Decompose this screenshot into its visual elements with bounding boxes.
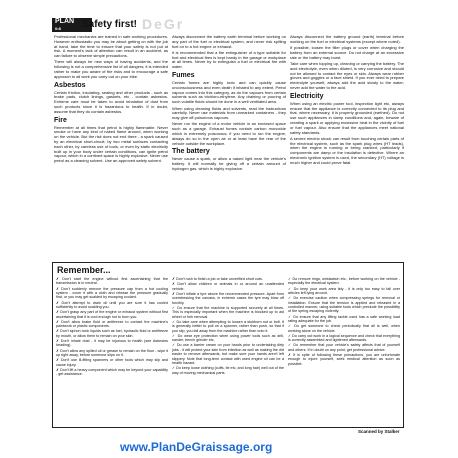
battery-paragraph: Never cause a spark, or allow a naked light near the vehicle's battery. It will normally be giving off a certain amount of hydrogen gas, which is highly explosive. [172,156,286,172]
remember-item: ✓ Do remember that your vehicle's safety affects that of yourself and others. If in doubt on any point, get professional advice. [288,343,400,352]
fire-paragraph-3: It is recommended that a fire extinguisher of a type suitable for fuel and electrical fires is kept handy in the garage or workplace at all times. Never try to extinguish a fuel or electrical fire with water. [172,49,286,70]
remember-title: Remember... [57,265,111,275]
remember-item: ✗ Don't rush to finish a job or take unverified short cuts. [172,277,263,281]
electricity-paragraph-2: A severe electric shock can result from touching certain parts of the electrical system, such as the spark plug wires (HT leads), when the engine is running or being cranked, particularly if components are damp or the insulation is defective. Where an electronic ignition system is used, the secondary (HT) voltage is much higher and could prove fatal. [290,135,404,165]
scan-credit: Scanned by Stalker [358,429,400,434]
asbestos-paragraph: Certain friction, insulating, sealing and other products - such as brake pads, clutch linings, gaskets, etc - contain asbestos. Extreme care must be taken to avoid inhalation of dust from such products since it is hazardous to health. If in doubt, assume that they do contain asbestos. [54,89,168,114]
remember-item: ✓ Do get someone to check periodically that all is well, when working alone on the vehicle. [288,324,400,333]
remember-item: ✓ Do ensure that the machine is supported securely at all times. This is especially important when the machine is blocked up to aid wheel or fork removal. [172,305,284,319]
remember-column-2 [172,277,284,376]
page-title: Safety first! [82,19,138,30]
page-header [52,18,404,32]
remember-item: ✓ Do use a barrier cream on your hands prior to undertaking dirty jobs - it will protect your skin from infection as well as making the dirt easier to remove afterwards; but make sure your hands aren't left slippery. Note that long-term contact with used engine oil can be a health hazard. [172,343,284,366]
manual-page [52,18,404,438]
remember-item: ✓ Do take care when attempting to loosen a stubborn nut or bolt. It is generally better to pull on a spanner, rather than push, so that if you slip, you fall away from the machine rather than onto it. [172,319,284,333]
remember-item: ✗ Don't allow any spilled oil or grease to remain on the floor - wipe it up right away, before someone slips on it. [56,348,168,358]
remember-item: ✗ Don't suddenly remove the pressure cap from a hot cooling system - cover it with a cloth and release the pressure gradually first, or you may get scalded by escaping coolant. [56,286,168,300]
remember-box [52,262,404,428]
electricity-heading: Electricity [290,92,324,100]
tab-label: PLAN [55,18,75,25]
remember-item: ✗ Don't allow brake fluid or antifreeze to contact the machine's paintwork or plastic components. [56,319,168,329]
battery-paragraph-2: Always disconnect the battery ground (earth) terminal before working on the fuel or electrical systems (except where noted). [290,34,404,44]
remember-column-3 [288,277,400,367]
column-3 [290,35,404,167]
remember-item: ✓ Do remove rings, wristwatch etc., before working on the vehicle - especially the electrical system. [288,277,400,286]
fire-heading: Fire [54,116,67,124]
remember-item: ✓ Do carry out work in a logical sequence and check that everything is correctly assembled and tightened afterwards. [288,333,400,343]
remember-item: ✗ Don't use ill-fitting spanners or other tools which may slip and cause injury. [56,358,168,367]
fumes-heading: Fumes [172,72,195,80]
page-code: 0•8 [55,26,61,31]
remember-column-1 [56,277,168,378]
remember-item: ✓ Do ensure that any lifting tackle used has a safe working load rating adequate for the job. [288,314,400,324]
fumes-paragraph: Certain fumes are highly toxic and can quickly cause unconsciousness and even death if inhaled to any extent. Petrol vapour comes into this category, as do the vapours from certain solvents such as trichloro-ethylene. Any draining or pouring of such volatile fluids should be done in a well ventilated area. [172,80,286,105]
battery-paragraph-3: If possible, loosen the filler plugs or cover when charging the battery from an external source. Do not charge at an excessive rate or the battery may burst. [290,45,404,60]
article-columns [54,35,404,261]
remember-item: ✗ Don't start the engine without first ascertaining that the transmission is in neutral. [56,277,168,286]
asbestos-heading: Asbestos [54,81,86,89]
intro-paragraph-2: There will always be new ways of having accidents, and the following is not a comprehensive list of all dangers; it is intended rather to make you aware of the risks and to encourage a safe approach to all work you carry out on your bike. [54,59,168,79]
footer-url[interactable]: www.PlanDeGraissage.org [120,440,273,454]
remember-item: ✗ Don't siphon toxic liquids such as fuel, hydraulic fluid or antifreeze by mouth, or allow them to remain on your skin. [56,329,168,338]
fumes-paragraph-2: When using cleaning fluids and solvents, read the instructions carefully. Never use materials from unmarked containers - they may give off poisonous vapours. [172,105,286,121]
remember-item: ✗ If in spite of following these precautions, you are unfortunate enough to injure yourself, seek medical attention as soon as possible. [288,353,400,366]
remember-item: ✗ Don't allow children or animals in or around an unattended vehicle. [172,282,284,291]
remember-item: ✓ Do exercise caution when compressing springs for removal or installation. Ensure that the tension is applied and released in a controlled manner, using suitable tools which preclude the possibility of the spring escaping violently. [288,296,400,314]
fumes-paragraph-3: Never run the engine of a motor vehicle in an enclosed space such as a garage. Exhaust fumes contain carbon monoxide which is extremely poisonous; if you need to run the engine, always do so in the open air or at least have the rear of the vehicle outside the workplace. [172,121,286,146]
column-2 [172,35,286,173]
remember-item: ✗ Don't grasp any part of the engine or exhaust system without first ascertaining that it is cool enough not to burn you. [56,310,168,319]
remember-item: ✗ Don't inhale dust - it may be injurious to health (see Asbestos heading). [56,339,168,348]
remember-item: ✓ Do keep loose clothing (cuffs, tie etc, and long hair) well out of the way of moving mechanical parts. [172,366,284,375]
remember-item: ✓ Do wear eye protection when using power tools such as drill, sander, bench grinder etc. [172,333,284,343]
remember-item: ✗ Don't attempt to drain oil until you are sure it has cooled sufficiently to avoid scalding you. [56,300,168,310]
remember-item: ✓ Do keep your work area tidy - it is only too easy to fall over articles left lying around. [288,286,400,296]
remember-item: ✗ Don't lift a heavy component which may be beyond your capability - get assistance. [56,367,168,377]
battery-heading: The battery [172,148,210,156]
electricity-paragraph: When using an electric power tool, inspection light etc, always ensure that the appliance is correctly connected to its plug and that, where necessary, it is properly grounded (earthed). Do not use such appliances in damp conditions and, again, beware of creating a spark or applying excessive heat in the vicinity of fuel or fuel vapour. Also ensure that the appliances meet national safety standards. [290,100,404,135]
remember-item: ✗ Don't inflate a tyre above the recommended pressure. Apart from overstressing the carcass, in extreme cases the tyre may blow off forcibly. [172,291,284,305]
watermark: DeGr [142,16,185,32]
column-1 [54,35,168,166]
fire-paragraph: Remember at all times that petrol is highly flammable. Never smoke or have any kind of naked flame around, when working on the vehicle. But the risk does not end there - a spark caused by an electrical short-circuit, by two metal surfaces contacting each other, by careless use of tools, or even by static electricity built up in your body under certain conditions, can ignite petrol vapour, which in a confined space is highly explosive. Never use petrol as a cleaning solvent. Use an approved safety solvent. [54,124,168,164]
intro-paragraph: Professional mechanics are trained in safe working procedures. However enthusiastic you may be about getting on with the job at hand, take the time to ensure that your safety is not put at risk. A moment's lack of attention can result in an accident, as can failure to observe simple precautions. [54,34,168,59]
battery-paragraph-4: Take care when topping up, cleaning or carrying the battery. The acid electrolyte, even when diluted, is very corrosive and should not be allowed to contact the eyes or skin. Always wear rubber gloves and goggles or a face shield. If you ever need to prepare electrolyte yourself, always add the acid slowly to the water; never add the water to the acid. [290,60,404,90]
fire-paragraph-2: Always disconnect the battery earth terminal before working on any part of the fuel or electrical system, and never risk spilling fuel on to a hot engine or exhaust. [172,34,286,49]
